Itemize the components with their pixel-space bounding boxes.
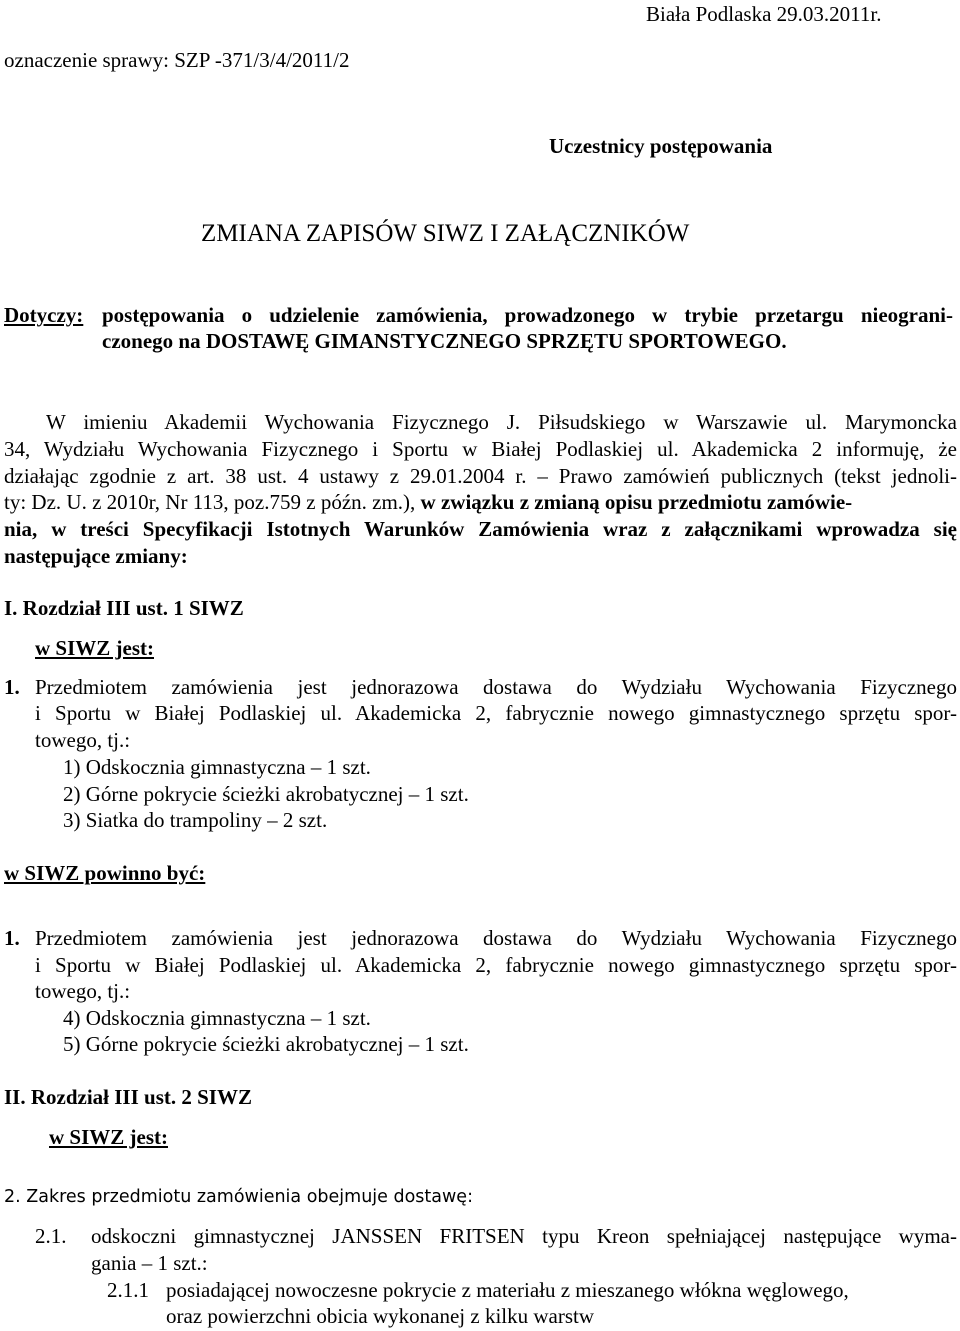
section-1-is-item: 3) Siatka do trampoliny – 2 szt.: [63, 808, 328, 832]
legal-basis: ty: Dz. U. z 2010r, Nr 113, poz.759 z późn. zm.),: [4, 490, 416, 514]
section-1-should-line-3: towego, tj.:: [35, 979, 131, 1003]
section-1-should-line-1: Przedmiotem zamówienia jest jednorazowa dostawa do Wydziału Wychowania Fizycznego: [35, 926, 957, 950]
section-1-is-line-2: i Sportu w Białej Podlaskiej ul. Akademicka 2, fabrycznie nowego gimnastycznego sprzętu spor-: [35, 701, 957, 725]
section-1-is-item: 1) Odskocznia gimnastyczna – 1 szt.: [63, 755, 371, 779]
section-1-is-line-3: towego, tj.:: [35, 728, 131, 752]
intro-line-4: [4, 489, 957, 515]
section-1-is-line-1: Przedmiotem zamówienia jest jednorazowa dostawa do Wydziału Wychowania Fizycznego: [35, 675, 957, 699]
intro-line-1: W imieniu Akademii Wychowania Fizycznego J. Piłsudskiego w Warszawie ul. Marymoncka: [46, 410, 957, 434]
change-notice: w związku z zmianą opisu przedmiotu zamówie-: [415, 490, 853, 514]
section-2-is-label: w SIWZ jest:: [49, 1125, 168, 1149]
subject-label: Dotyczy:: [4, 303, 84, 327]
subject-line-2: czonego na DOSTAWĘ GIMANSTYCZNEGO SPRZĘTU SPORTOWEGO.: [102, 329, 787, 353]
section-1-should-item: 4) Odskocznia gimnastyczna – 1 szt.: [63, 1006, 371, 1030]
intro-line-2: 34, Wydziału Wychowania Fizycznego i Sportu w Białej Podlaskiej ul. Akademicka 2 informuję, że: [4, 437, 957, 461]
section-2-item-2-1-1-number: 2.1.1: [107, 1278, 149, 1302]
recipients: Uczestnicy postępowania: [549, 134, 773, 158]
section-2-item-2-1-1-line-2: oraz powierzchni obicia wykonanej z kilku warstw: [166, 1304, 595, 1328]
place-date: Biała Podlaska 29.03.2011r.: [646, 2, 882, 26]
section-2-item-2: 2. Zakres przedmiotu zamówienia obejmuje dostawę:: [4, 1187, 473, 1207]
document-title: ZMIANA ZAPISÓW SIWZ I ZAŁĄCZNIKÓW: [201, 220, 690, 247]
case-number-line: [4, 47, 349, 73]
section-1-should-number: 1.: [4, 926, 20, 950]
section-1-should-item: 5) Górne pokrycie ścieżki akrobatycznej – 1 szt.: [63, 1032, 469, 1056]
intro-line-6: następujące zmiany:: [4, 544, 188, 568]
section-1-should-label: w SIWZ powinno być:: [4, 861, 206, 885]
section-1-should-line-2: i Sportu w Białej Podlaskiej ul. Akademicka 2, fabrycznie nowego gimnastycznego sprzętu spor-: [35, 953, 957, 977]
case-label: oznaczenie sprawy:: [4, 48, 169, 72]
section-1-is-label: w SIWZ jest:: [35, 636, 154, 660]
subject-line-1: postępowania o udzielenie zamówienia, prowadzonego w trybie przetargu nieograni-: [102, 303, 953, 327]
section-2-item-2-1-line-2: gania – 1 szt.:: [91, 1251, 208, 1275]
section-2-item-2-1-line-1: odskoczni gimnastycznej JANSSEN FRITSEN typu Kreon spełniającej następujące wyma-: [91, 1224, 957, 1248]
section-1-is-number: 1.: [4, 675, 20, 699]
case-number: SZP -371/3/4/2011/2: [174, 48, 350, 72]
intro-line-5: nia, w treści Specyfikacji Istotnych Warunków Zamówienia wraz z załącznikami wprowadza się: [4, 517, 957, 541]
section-1-is-item: 2) Górne pokrycie ścieżki akrobatycznej – 1 szt.: [63, 782, 469, 806]
section-1-heading: I. Rozdział III ust. 1 SIWZ: [4, 596, 244, 620]
intro-line-3: działając zgodnie z art. 38 ust. 4 ustawy z 29.01.2004 r. – Prawo zamówień publicznych (tekst jednoli-: [4, 464, 957, 488]
section-2-item-2-1-1-line-1: posiadającej nowoczesne pokrycie z materiału z mieszanego włókna węglowego,: [166, 1278, 849, 1302]
section-2-item-2-1-number: 2.1.: [35, 1224, 67, 1248]
section-2-heading: II. Rozdział III ust. 2 SIWZ: [4, 1085, 252, 1109]
